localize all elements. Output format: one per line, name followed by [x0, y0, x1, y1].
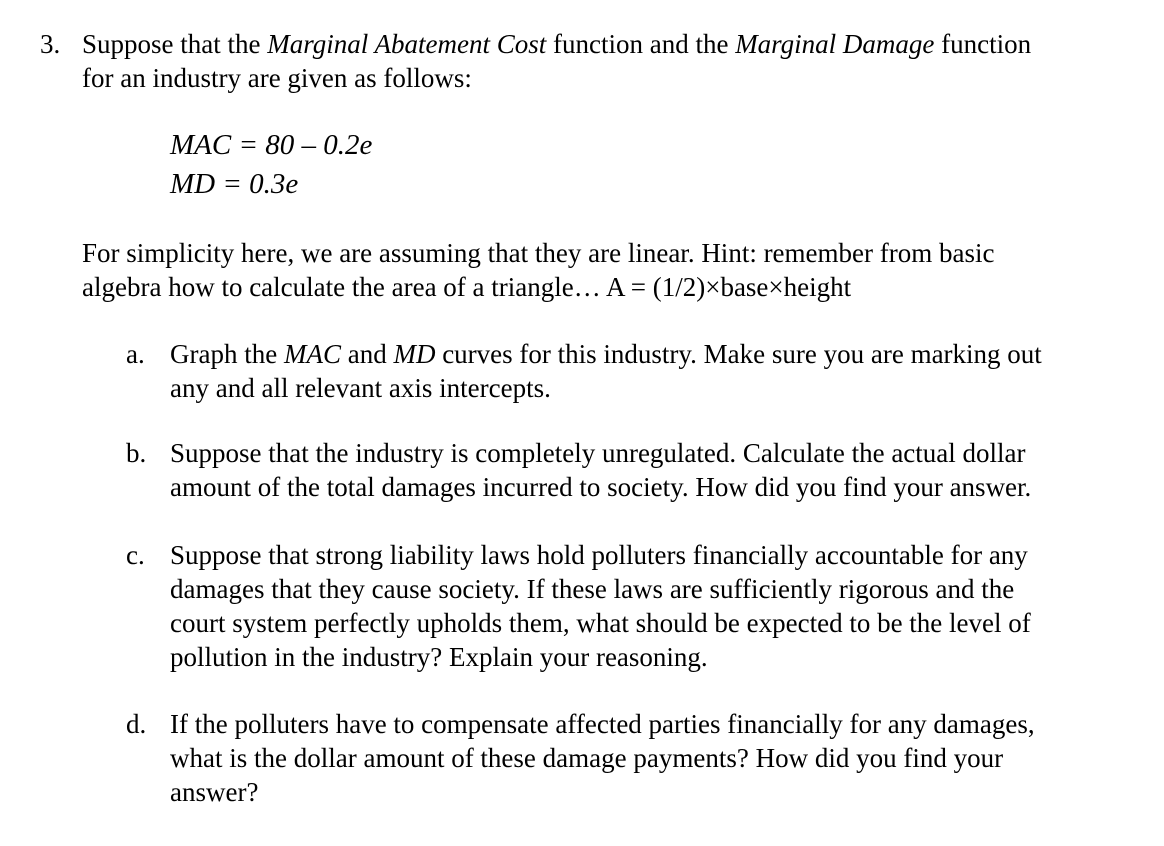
part-b-line-1: Suppose that the industry is completely unregulated. Calculate the actual dollar: [170, 438, 1026, 468]
part-b-label: b.: [126, 438, 147, 468]
part-c-line-3: court system perfectly upholds them, what should be expected to be the level of: [170, 608, 1031, 638]
part-a-term-md: MD: [393, 339, 436, 369]
part-d-line-2: what is the dollar amount of these damage payments? How did you find your: [170, 743, 1004, 773]
term-marginal-abatement-cost: Marginal Abatement Cost: [267, 29, 547, 59]
intro-text-pre: Suppose that the: [82, 29, 268, 59]
equation-md: MD = 0.3e: [170, 168, 299, 200]
part-d-line-3: answer?: [170, 777, 259, 807]
part-a-term-mac: MAC: [283, 339, 341, 369]
equation-mac: MAC = 80 – 0.2e: [170, 129, 373, 161]
part-c-line-2: damages that they cause society. If these laws are sufficiently rigorous and the: [170, 574, 1015, 604]
intro-line-1: [82, 27, 1031, 61]
note-line-2: algebra how to calculate the area of a triangle… A = (1/2)×base×height: [82, 272, 852, 302]
part-a-label: a.: [126, 339, 145, 369]
part-c-line-4: pollution in the industry? Explain your reasoning.: [170, 642, 708, 672]
intro-text-mid: function and the: [546, 29, 736, 59]
intro-line-2: for an industry are given as follows:: [82, 63, 472, 93]
part-c-line-1: Suppose that strong liability laws hold polluters financially accountable for any: [170, 540, 1028, 570]
question-number: 3.: [40, 29, 61, 59]
intro-text-post: function: [934, 29, 1032, 59]
part-d-label: d.: [126, 709, 147, 739]
part-a-line-1: [170, 337, 1042, 371]
term-marginal-damage: Marginal Damage: [735, 29, 935, 59]
part-a-line-2: any and all relevant axis intercepts.: [170, 373, 551, 403]
part-b-line-2: amount of the total damages incurred to society. How did you find your answer.: [170, 472, 1032, 502]
part-a-text-mid: and: [340, 339, 394, 369]
note-line-1: For simplicity here, we are assuming that they are linear. Hint: remember from basic: [82, 238, 995, 268]
part-a-text-post: curves for this industry. Make sure you are marking out: [435, 339, 1042, 369]
part-a-text-pre: Graph the: [170, 339, 284, 369]
part-d-line-1: If the polluters have to compensate affected parties financially for any damages,: [170, 709, 1035, 739]
part-c-label: c.: [126, 540, 145, 570]
